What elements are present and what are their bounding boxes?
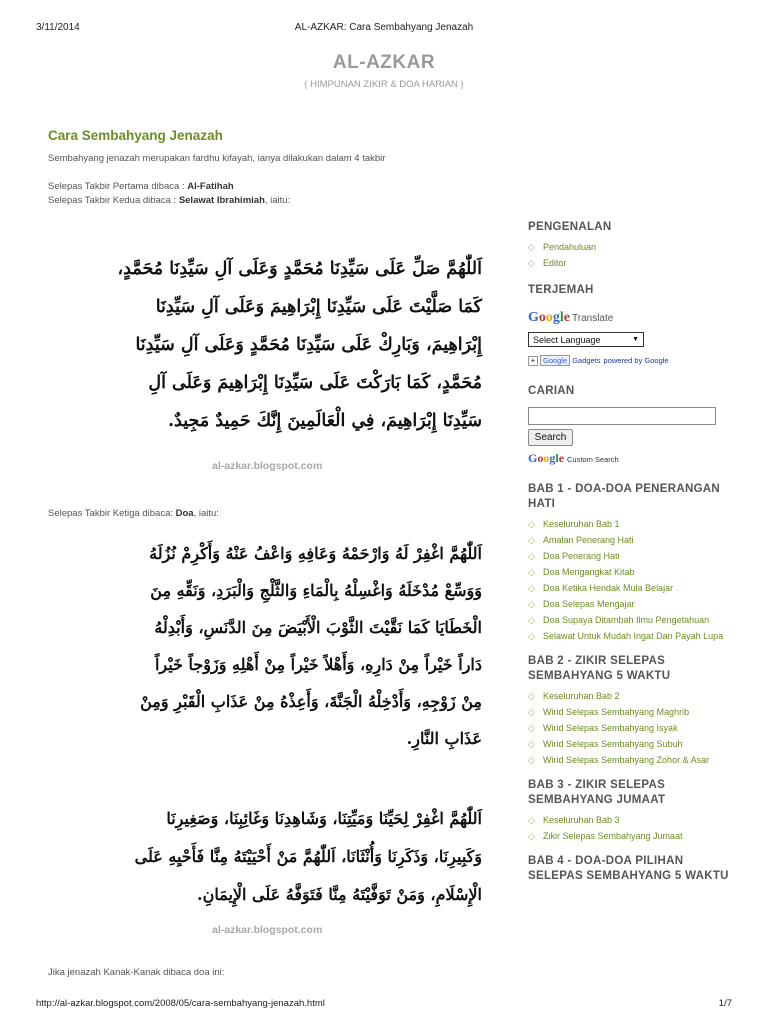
link-label[interactable]: Wirid Selepas Sembahyang Maghrib [543,707,690,717]
bab3-list [528,812,732,844]
pengenalan-list [528,239,732,271]
sidebar-heading-bab1: BAB 1 - DOA-DOA PENERANGAN HATI [528,483,721,510]
arabic-line: كَمَا صَلَّيْتَ عَلَى سَيِّدِنَا إِبْرَاهِيمَ وَعَلَى آلِ سَيِّدِنَا [155,297,482,317]
search-input[interactable] [528,407,716,425]
translate-label: Translate [572,312,614,324]
print-page-title: AL-AZKAR: Cara Sembahyang Jenazah [294,22,474,33]
link-label[interactable]: Wirid Selepas Sembahyang Subuh [543,739,683,749]
takbir1-bold: Al-Fatihah [187,181,234,192]
arabic-line: إِبْرَاهِيمَ، وَبَارِكْ عَلَى سَيِّدِنَا مُحَمَّدٍ وَعَلَى آلِ سَيِّدِنَا [135,335,482,355]
print-page-number: 1/7 [718,998,732,1009]
gadgets-label[interactable]: Gadgets [572,356,601,365]
link-label[interactable]: Wirid Selepas Sembahyang Zohor & Asar [543,755,710,765]
sidebar-heading-bab3: BAB 3 - ZIKIR SELEPAS SEMBAHYANG JUMAAT [528,779,666,806]
kanak-note: Jika jenazah Kanak-Kanak dibaca doa ini: [48,967,225,978]
arabic-line: الْخَطَايَا كَمَا نَقَّيْتَ الثَّوْبَ الْأَبْيَضَ مِنَ الدَّنَسِ، وَأَبْدِلْهُ [154,618,482,637]
link-label[interactable]: Doa Selepas Mengajar [543,599,635,609]
diamond-bullet-icon: ◇ [528,551,535,561]
post-title[interactable]: Cara Sembahyang Jenazah [48,128,223,143]
link-label[interactable]: Editor [543,258,567,268]
sidebar-link[interactable] [528,812,732,828]
arabic-line: وَكَبِيرِنَا، وَذَكَرِنَا وَأُنْثَانَا، اَللّٰهُمَّ مَنْ أَحْيَيْتَهُ مِنَّا فَأَحْيِهِ عَلَى [134,847,482,866]
sidebar-heading-carian: CARIAN [528,385,575,397]
diamond-bullet-icon: ◇ [528,242,535,252]
link-label[interactable]: Doa Supaya Ditambah Ilmu Pengetahuan [543,615,710,625]
takbir3-paragraph [48,507,219,521]
dropdown-arrow-icon: ▼ [632,336,639,343]
takbir2-text: Selepas Takbir Kedua dibaca : [48,195,179,206]
diamond-bullet-icon: ◇ [528,519,535,529]
diamond-bullet-icon: ◇ [528,599,535,609]
language-select-value: Select Language [533,334,601,345]
google-logo-icon: Google [528,310,570,325]
print-header [36,22,732,36]
link-label[interactable]: Keseluruhan Bab 3 [543,815,620,825]
sidebar [528,220,732,884]
link-label[interactable]: Doa Penerang Hati [543,551,620,561]
sidebar-link[interactable] [528,239,732,255]
arabic-line: سَيِّدِنَا إِبْرَاهِيمَ، فِي الْعَالَمِينَ إِنَّكَ حَمِيدٌ مَجِيدٌ. [167,411,482,431]
powered-by-google[interactable]: powered by Google [603,356,669,365]
diamond-bullet-icon: ◇ [528,815,535,825]
selawat-arabic-image [90,250,482,440]
post-intro: Sembahyang jenazah merupakan fardhu kifayah, ianya dilakukan dalam 4 takbir [48,153,386,164]
link-label[interactable]: Wirid Selepas Sembahyang Isyak [543,723,678,733]
link-label[interactable]: Pendahuluan [543,242,597,252]
arabic-line: اَللّٰهُمَّ صَلِّ عَلَى سَيِّدِنَا مُحَمَّدٍ وَعَلَى آلِ سَيِّدِنَا مُحَمَّدٍ، [117,259,482,279]
takbir2-bold: Selawat Ibrahimiah [178,195,265,206]
custom-search-label: Custom Search [567,455,619,464]
arabic-line: الْإِسْلَامِ، وَمَنْ تَوَفَّيْتَهُ مِنَّا فَتَوَفَّهُ عَلَى الْإِيمَانِ. [197,885,482,904]
takbir3-bold: Doa [175,508,194,519]
takbir3-text: Selepas Takbir Ketiga dibaca: [48,508,176,519]
search-button[interactable]: Search [528,429,573,446]
diamond-bullet-icon: ◇ [528,691,535,701]
sidebar-link[interactable] [528,255,732,271]
takbir3-suffix: , iaitu: [193,508,219,519]
doa-arabic-image [90,535,482,757]
diamond-bullet-icon: ◇ [528,567,535,577]
arabic-line: اَللّٰهُمَّ اغْفِرْ لِحَيِّنَا وَمَيِّتِنَا، وَشَاهِدِنَا وَغَائِبِنَا، وَصَغِيرِنَا [166,809,482,828]
diamond-bullet-icon: ◇ [528,831,535,841]
link-label[interactable]: Keseluruhan Bab 1 [543,519,620,529]
diamond-bullet-icon: ◇ [528,707,535,717]
takbir2-suffix: , iaitu: [264,195,291,206]
print-date: 3/11/2014 [36,22,80,33]
print-url: http://al-azkar.blogspot.com/2008/05/cara-sembahyang-jenazah.html [36,998,325,1009]
post-content [48,128,488,206]
blog-title[interactable]: AL-AZKAR [332,52,436,73]
link-label[interactable]: Keseluruhan Bab 2 [543,691,620,701]
arabic-line: مِنْ زَوْجِهِ، وَأَدْخِلْهُ الْجَنَّةَ، وَأَعِذْهُ مِنْ عَذَابِ الْقَبْرِ وَمِنْ [140,692,482,711]
watermark: al-azkar.blogspot.com [212,924,323,936]
post-takbir-paragraph [48,180,488,208]
sidebar-link[interactable] [528,828,732,844]
diamond-bullet-icon: ◇ [528,723,535,733]
sidebar-heading-terjemah: TERJEMAH [528,284,594,296]
watermark: al-azkar.blogspot.com [212,460,323,472]
sidebar-link[interactable] [528,564,732,580]
diamond-bullet-icon: ◇ [528,535,535,545]
link-label[interactable]: Doa Ketika Hendak Mula Belajar [543,583,674,593]
sidebar-link[interactable] [528,532,732,548]
arabic-line: اَللّٰهُمَّ اغْفِرْ لَهُ وَارْحَمْهُ وَعَافِهِ وَاعْفُ عَنْهُ وَأَكْرِمْ نُزُلَهُ [149,544,482,563]
sidebar-link[interactable] [528,752,732,768]
doa2-arabic-image [90,800,482,914]
language-select[interactable] [528,332,644,347]
diamond-bullet-icon: ◇ [528,739,535,749]
sidebar-heading-bab2: BAB 2 - ZIKIR SELEPAS SEMBAHYANG 5 WAKTU [528,655,671,682]
google-translate-brand [528,308,732,328]
takbir1-text: Selepas Takbir Pertama dibaca : [48,181,188,192]
sidebar-link[interactable] [528,628,732,644]
print-footer [36,998,732,1012]
arabic-line: عَذَابِ النَّارِ. [406,729,482,748]
diamond-bullet-icon: ◇ [528,583,535,593]
diamond-bullet-icon: ◇ [528,615,535,625]
diamond-bullet-icon: ◇ [528,258,535,268]
google-custom-search-brand [528,451,732,466]
link-label[interactable]: Zikir Selepas Sembahyang Jumaat [543,831,683,841]
bab2-list [528,688,732,768]
sidebar-link[interactable] [528,596,732,612]
sidebar-link[interactable] [528,720,732,736]
link-label[interactable]: Amalan Penerang Hati [543,535,634,545]
sidebar-link[interactable] [528,736,732,752]
sidebar-heading-bab4: BAB 4 - DOA-DOA PILIHAN SELEPAS SEMBAHYANG 5 WAKTU [528,855,729,882]
google-gadgets-row[interactable] [528,355,732,366]
sidebar-heading-pengenalan: PENGENALAN [528,221,612,233]
bab1-list [528,516,732,644]
sidebar-link[interactable] [528,612,732,628]
arabic-line: دَاراً خَيْراً مِنْ دَارِهِ، وَأَهْلاً خَيْراً مِنْ أَهْلِهِ وَزَوْجاً خَيْراً [154,655,482,674]
sidebar-link[interactable] [528,688,732,704]
diamond-bullet-icon: ◇ [528,631,535,641]
link-label[interactable]: Doa Mengangkat Kitab [543,567,635,577]
arabic-line: مُحَمَّدٍ، كَمَا بَارَكْتَ عَلَى سَيِّدِنَا إِبْرَاهِيمَ وَعَلَى آلِ [148,373,482,393]
google-logo-icon: Google [528,451,565,465]
blog-header [0,52,768,90]
sidebar-link[interactable] [528,516,732,532]
plus-icon[interactable]: + [528,356,538,366]
diamond-bullet-icon: ◇ [528,755,535,765]
arabic-line: وَوَسِّعْ مُدْخَلَهُ وَاغْسِلْهُ بِالْمَاءِ وَالثَّلْجِ وَالْبَرَدِ، وَنَقِّهِ مِنَ [150,581,482,600]
sidebar-link[interactable] [528,704,732,720]
sidebar-link[interactable] [528,580,732,596]
link-label[interactable]: Selawat Untuk Mudah Ingat Dan Payah Lupa [543,631,724,641]
blog-description: ( HIMPUNAN ZIKIR & DOA HARIAN ) [304,79,464,90]
google-gadget-badge: Google [540,355,570,366]
sidebar-link[interactable] [528,548,732,564]
